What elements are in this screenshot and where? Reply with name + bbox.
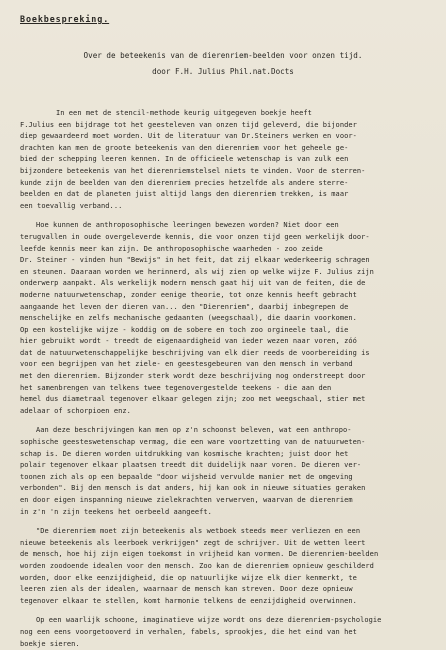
text-line: worden zoodoende idealen voor den mensch. Zoo kan de dierenriem opnieuw geschilderd [20,561,374,570]
text-line: nog een eens voorgetooverd in verhalen, fabels, sprookjes, die het eind van het [20,627,357,636]
article-body [20,108,426,650]
text-line: toonen zich als op een bepaalde "door wijsheid vervulde manier met de omgeving [20,472,353,481]
section-header: Boekbespreking. [20,14,110,24]
text-line: "De dierenriem moet zijn beteekenis als wetboek steeds meer verliezen en een [36,527,361,536]
text-line: schap is. De dieren worden uitdrukking van kosmische krachten; juist door het [20,449,349,458]
article-title [20,48,426,80]
text-line: aangaande het leven der dieren van... den "Dierenriem", daarbij inbegrepen de [20,302,349,311]
text-line: In een met de stencil-methode keurig uitgegeven boekje heeft [56,109,312,117]
text-line: Dr. Steiner - vinden hun "Bewijs" in het feit, dat zij elkaar wederkeerig schragen [20,256,370,265]
text-line: en steunen. Daaraan worden we herinnerd, als wij zien op welke wijze F. Julius zijn [20,267,374,276]
text-line: polair tegenover elkaar plaatsen treedt dit duidelijk naar voren. De dieren ver- [20,461,362,470]
text-line: terugvallen in oude overgeleverde kennis, die voor onzen tijd geen werkelijk door- [20,232,370,241]
text-line: bied der schepping leeren kennen. In de officieele wetenschap is van zulk een [20,155,349,164]
text-line: met den dierenriem. Bijzonder sterk wordt deze beschrijving nog onderstreept door [20,372,366,381]
text-line: nieuwe beteekenis als leerboek verkrijgen" zegt de schrijver. Uit de wetten leert [20,538,366,547]
text-line: F.Julius een bijdrage tot het geesteleven van onzen tijd geleverd, die bijonder [20,120,357,129]
text-line: hemel dus diametraal tegenover elkaar gelegen zijn; zoo met weegschaal, stier met [20,395,366,404]
text-line: bijzondere beteekenis van het dierenriemstelsel niets te vinden. Voor de sterren- [20,166,366,175]
text-line: Hoe kunnen de anthroposophische leeringen bewezen worden? Niet door een [36,221,339,230]
text-line: een toevallig verband... [20,201,123,210]
paragraph [20,220,426,417]
text-line: Op een kostelijke wijze - koddig om de sobere en toch zoo orgineele taal, die [20,325,349,334]
text-line: moderne natuurwetenschap, zonder eenige theorie, tot onze kennis heeft gebracht [20,290,357,299]
text-line: verbonden". Bij den mensch is dat anders, hij kan ook in nieuwe situaties geraken [20,484,366,493]
text-line: leefde kennis meer kan zijn. De anthroposophische waarheden - zoo zeide [20,244,323,253]
text-line: Aan deze beschrijvingen kan men op z'n schoonst beleven, wat een anthropo- [36,426,352,435]
text-line: de mensch, hoe hij zijn eigen toekomst in vrijheid kan vormen. De dierenriem-beelden [20,550,379,559]
text-line: dat de natuurwetenschappelijke beschrijving van elk dier reeds de voorbereiding is [20,348,370,357]
text-line: menschelijke en zelfs mechanische gedaanten (weegschaal), die daarin voorkomen. [20,314,357,323]
text-line: adelaar of schorpioen enz. [20,406,131,415]
text-line: het samenbrengen van telkens twee tegenovergestelde teekens - die aan den [20,383,332,392]
author-line: door F.H. Julius Phil.nat.Docts [152,67,294,76]
text-line: diep gewaardeerd moet worden. Uit de literatuur van Dr.Steiners werken en voor- [20,132,357,141]
paragraph [20,526,426,607]
paragraph [20,108,426,212]
paragraph [20,615,426,650]
text-line: voor een begrijpen van het ziele- en geestesgebeuren van den mensch in verband [20,360,353,369]
text-line: in z'n 'n zijn teekens het oerbeeld aangeeft. [20,507,212,516]
text-line: hier gebruikt wordt - treedt de eigenaardigheid van ieder wezen naar voren, zóó [20,337,357,346]
text-line: worden, door elke eenzijdigheid, die op natuurlijke wijze elk dier kenmerkt, te [20,573,357,582]
text-line: onderwerp aanpakt. Als werkelijk modern mensch gaat hij uit van de feiten, die de [20,279,366,288]
text-line: Op een waarlijk schoone, imaginatieve wijze wordt ons deze dierenriem-psychologie [36,616,382,625]
text-line: drachten kan men de groote beteekenis van den dierenriem voor het geheele ge- [20,143,349,152]
text-line: tegenover elkaar te stellen, komt harmonie telkens de eenzijdigheid overwinnen. [20,596,357,605]
text-line: leeren zien als der idealen, waarnaar de mensch kan streven. Door deze opnieuw [20,585,353,594]
text-line: kunde zijn de beelden van den dierenriem precies hetzelfde als andere sterre- [20,178,349,187]
paragraph [20,425,426,518]
text-line: en door eigen inspanning nieuwe zielekrachten verwerven, waarvan de dierenriem [20,496,353,504]
text-line: beelden en dat de planeten juist altijd langs den dierenriem trekken, is maar [20,190,349,199]
text-line: sophische geesteswetenschap vermag, die een ware voortzetting van de natuurweten- [20,438,366,447]
text-line: boekje sieren. [20,639,80,648]
title-line: Over de beteekenis van de dierenriem-beelden voor onzen tijd. [83,51,363,60]
